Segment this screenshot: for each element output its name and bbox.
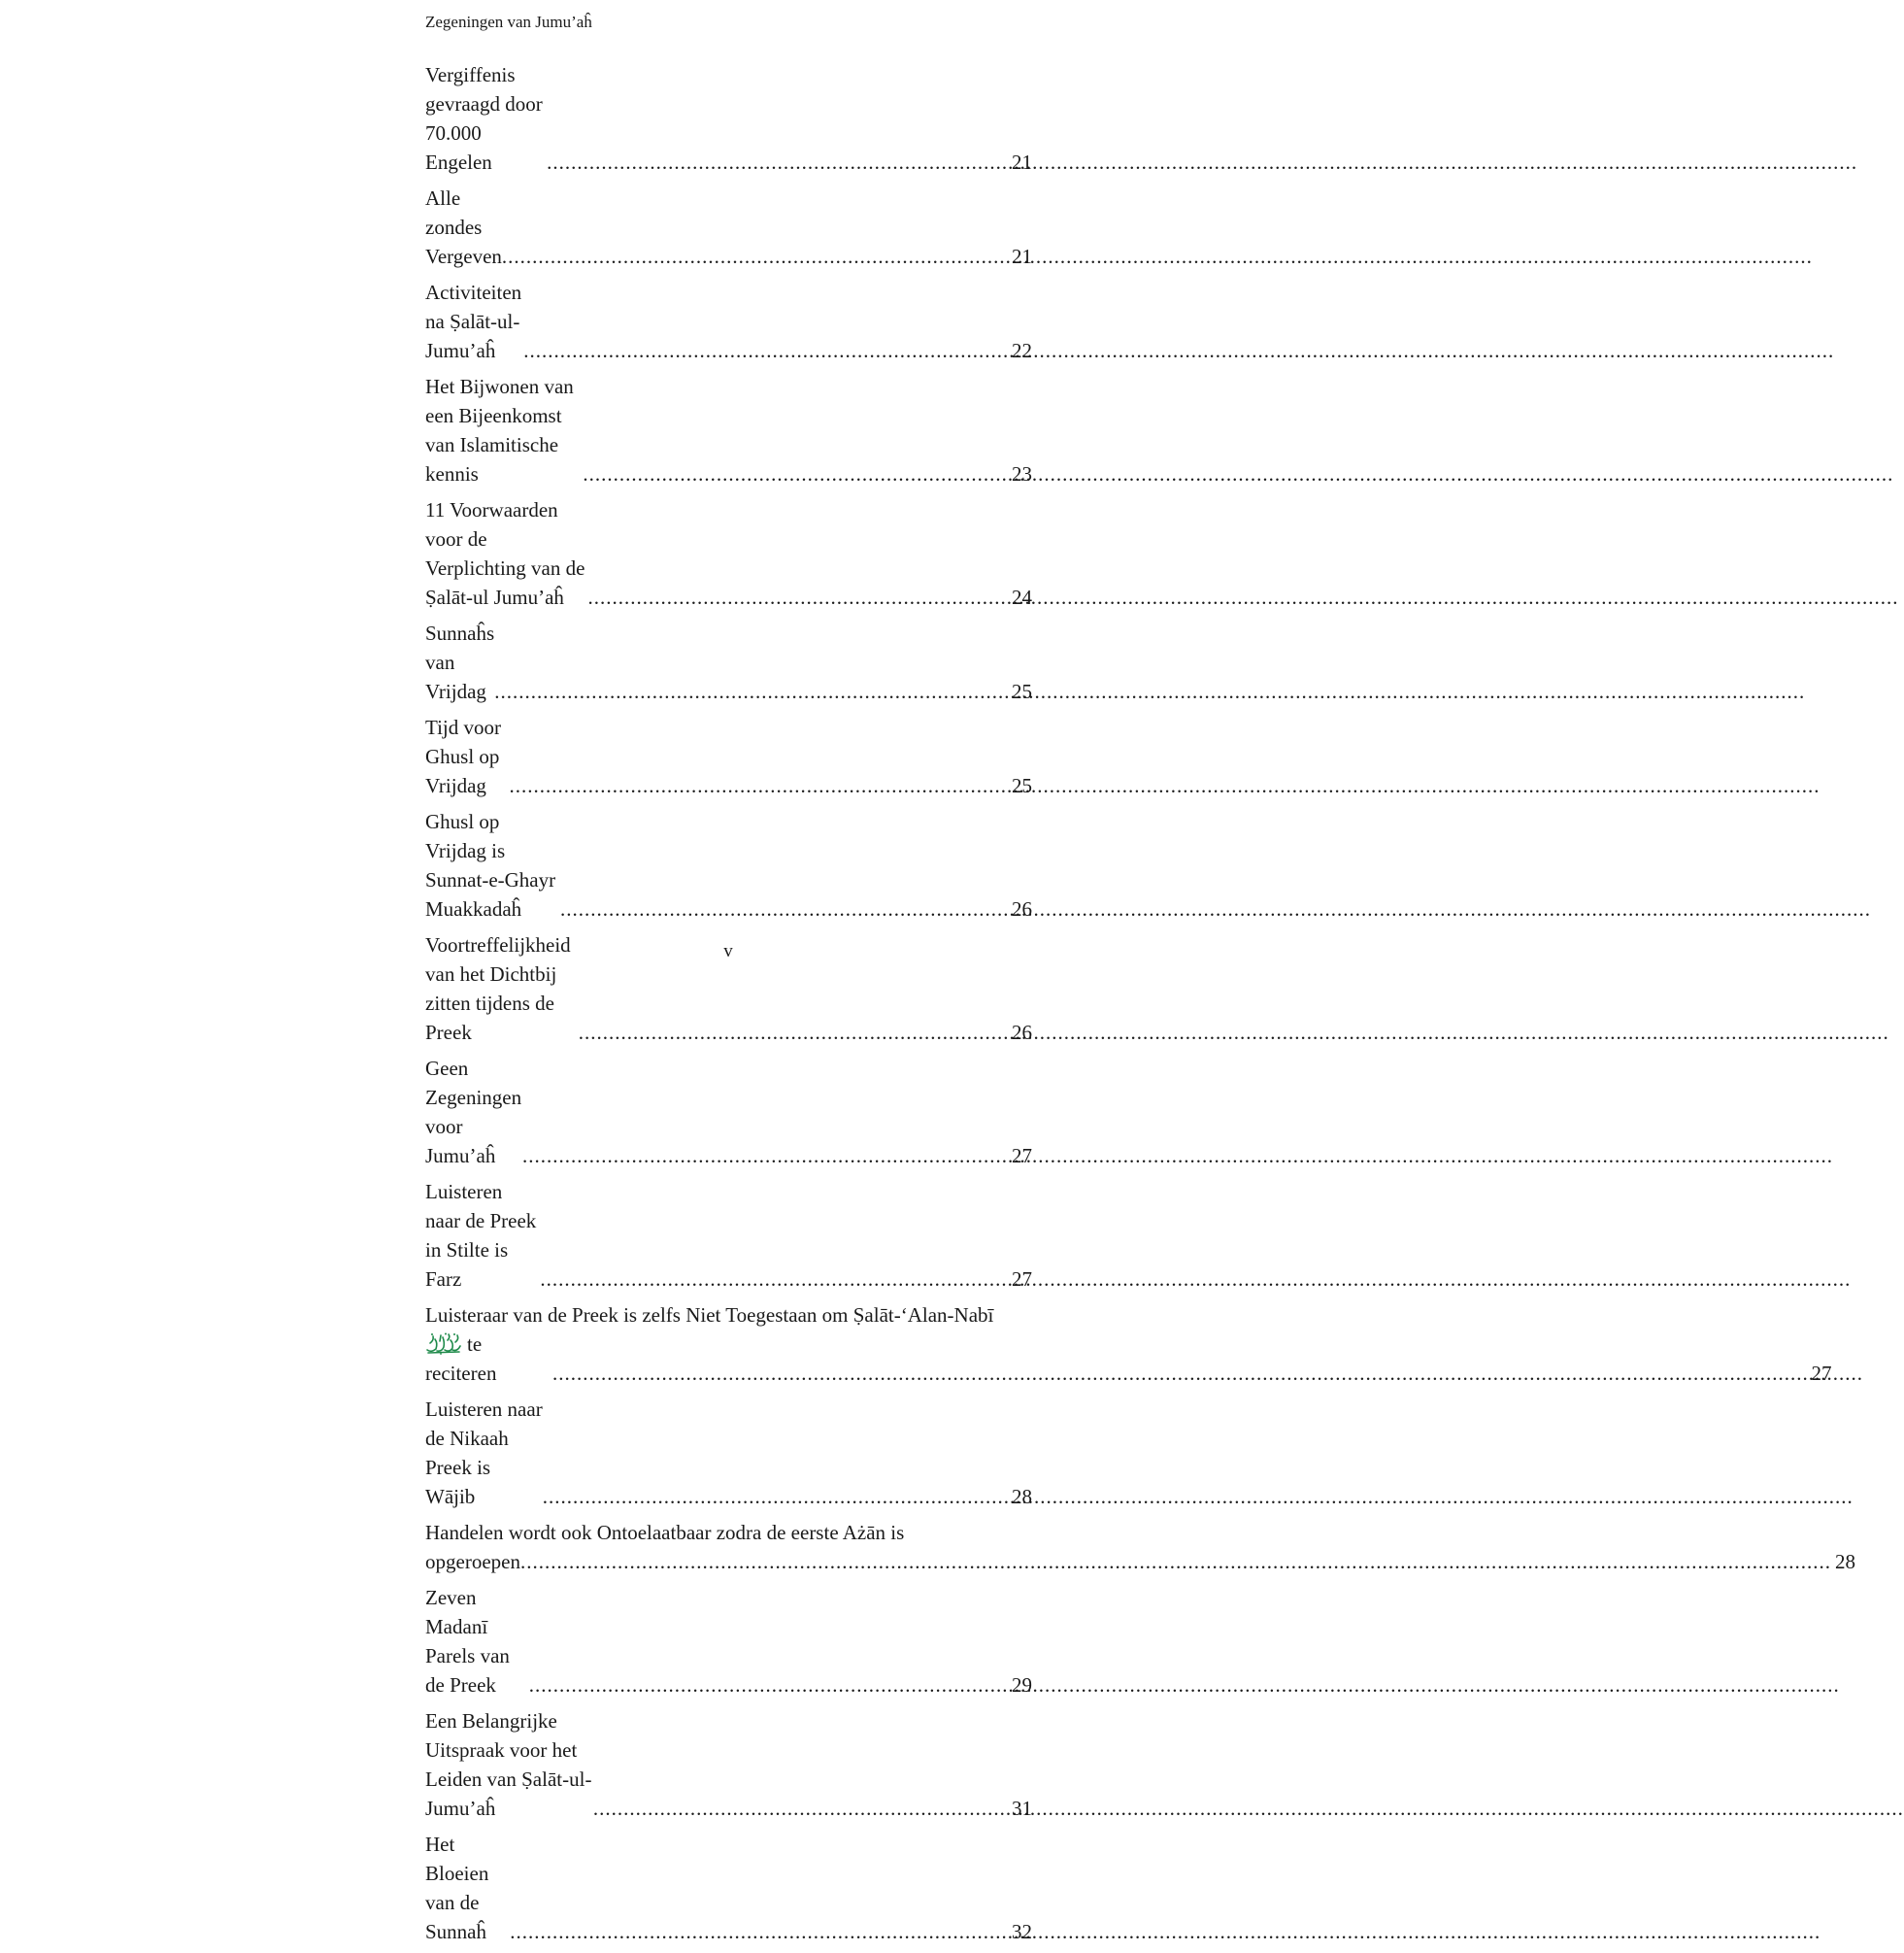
- dot-leader: [593, 1794, 1008, 1823]
- toc-entry[interactable]: [425, 619, 1032, 706]
- dot-leader: [494, 677, 1008, 706]
- dot-leader: [552, 1359, 1807, 1388]
- toc-entry[interactable]: [425, 1395, 1032, 1511]
- dot-leader: [510, 1917, 1008, 1946]
- toc-entry-page: 27: [1012, 1267, 1032, 1291]
- toc-entry-title: Geen Zegeningen voor Jumu’aĥ: [425, 1057, 522, 1167]
- toc-entry-title: Luisteren naar de Preek in Stilte is Farz: [425, 1180, 537, 1291]
- dot-leader: [560, 894, 1008, 924]
- toc-entry-page: 25: [1012, 680, 1032, 703]
- toc-entry-title: Sunnaĥs van Vrijdag: [425, 622, 495, 703]
- toc-entry[interactable]: [425, 713, 1032, 800]
- dot-leader: [520, 1547, 1831, 1576]
- toc-entry-page: 26: [1012, 1021, 1032, 1044]
- salawat-calligraphy-icon: [425, 1331, 462, 1355]
- toc-entry[interactable]: [425, 495, 1032, 612]
- toc-entry-title: Luisteren naar de Nikaah Preek is Wājib: [425, 1397, 543, 1508]
- toc-entry[interactable]: [425, 278, 1032, 365]
- toc-entry-title: Activiteiten na Ṣalāt-ul-Jumu’aĥ: [425, 281, 522, 362]
- toc-entry-title: [425, 1300, 1831, 1388]
- toc-entry-title: Het Bijwonen van een Bijeenkomst van Islamitische kennis: [425, 375, 574, 486]
- toc-entry-page: 21: [1012, 151, 1032, 174]
- toc-entry-page: 22: [1012, 339, 1032, 362]
- dot-leader: [583, 459, 1008, 488]
- toc-entry[interactable]: [425, 1583, 1032, 1700]
- dot-leader: [540, 1264, 1008, 1294]
- toc-entry-page: 32: [1012, 1920, 1032, 1943]
- toc-entry[interactable]: [425, 1830, 1032, 1946]
- toc-entry[interactable]: [425, 1706, 1032, 1823]
- toc-entry-page: 25: [1012, 774, 1032, 797]
- dot-leader: [529, 1670, 1008, 1700]
- toc-entry-page: 23: [1012, 462, 1032, 486]
- dot-leader: [522, 1141, 1008, 1170]
- toc-entry-title: Voortreffelijkheid van het Dichtbij zitten tijdens de Preek: [425, 933, 571, 1044]
- page-number: v: [723, 941, 733, 961]
- toc-entry-title: Het Bloeien van de Sunnaĥ: [425, 1833, 489, 1943]
- toc-entry-title: Zeven Madanī Parels van de Preek: [425, 1586, 510, 1697]
- toc-entry-title: Alle zondes Vergeven: [425, 186, 502, 268]
- toc-entry[interactable]: [425, 60, 1032, 177]
- dot-leader: [510, 771, 1008, 800]
- toc-entry-page: 26: [1012, 897, 1032, 921]
- toc-entry-title: Vergiffenis gevraagd door 70.000 Engelen: [425, 63, 543, 174]
- toc-entry-title: [425, 1518, 1855, 1576]
- toc-entry-page: 27: [1012, 1144, 1032, 1167]
- dot-leader: [523, 336, 1008, 365]
- dot-leader: [543, 1482, 1008, 1511]
- toc-entry[interactable]: [425, 807, 1032, 924]
- dot-leader: [588, 583, 1008, 612]
- toc-entry-page: 27: [1811, 1362, 1832, 1385]
- dot-leader: [502, 242, 1008, 271]
- toc-entry-title-line1: Handelen wordt ook Ontoelaatbaar zodra de eerste Ażān is: [425, 1521, 905, 1544]
- toc-entry[interactable]: [425, 1054, 1032, 1170]
- toc-entry[interactable]: [425, 1518, 1855, 1576]
- toc-entry[interactable]: [425, 184, 1032, 271]
- toc-entry-page: 28: [1834, 1550, 1855, 1573]
- toc-entry-title: 11 Voorwaarden voor de Verplichting van de Ṣalāt-ul Jumu’aĥ: [425, 498, 585, 609]
- toc-entry-title: Ghusl op Vrijdag is Sunnat-e-Ghayr Muakkadaĥ: [425, 810, 556, 921]
- toc-entry-title-line2: [425, 1330, 552, 1388]
- table-of-contents: [425, 60, 1855, 1953]
- dot-leader: [579, 1018, 1008, 1047]
- toc-entry-page: 29: [1012, 1673, 1032, 1697]
- running-head: Zegeningen van Jumu’aĥ: [425, 13, 592, 31]
- toc-entry-page: 21: [1012, 245, 1032, 268]
- toc-entry-page: 31: [1012, 1797, 1032, 1820]
- toc-entry-title: Tijd voor Ghusl op Vrijdag: [425, 716, 502, 797]
- toc-entry-title: Een Belangrijke Uitspraak voor het Leiden van Ṣalāt-ul-Jumu’aĥ: [425, 1709, 592, 1820]
- toc-entry-title-line2-text: te reciteren: [425, 1332, 497, 1385]
- toc-entry[interactable]: [425, 372, 1032, 488]
- toc-entry[interactable]: [425, 1300, 1832, 1388]
- toc-entry[interactable]: [425, 1177, 1032, 1294]
- toc-entry-title-line2-row: [425, 1330, 1831, 1388]
- toc-entry-title-line2-row: [425, 1547, 1855, 1576]
- toc-entry-page: 28: [1012, 1485, 1032, 1508]
- dot-leader: [547, 148, 1008, 177]
- toc-entry-page: 24: [1012, 586, 1032, 609]
- toc-entry-title-line1: Luisteraar van de Preek is zelfs Niet Toegestaan om Ṣalāt-‘Alan-Nabī: [425, 1303, 994, 1327]
- toc-entry-title-line2: opgeroepen: [425, 1550, 520, 1573]
